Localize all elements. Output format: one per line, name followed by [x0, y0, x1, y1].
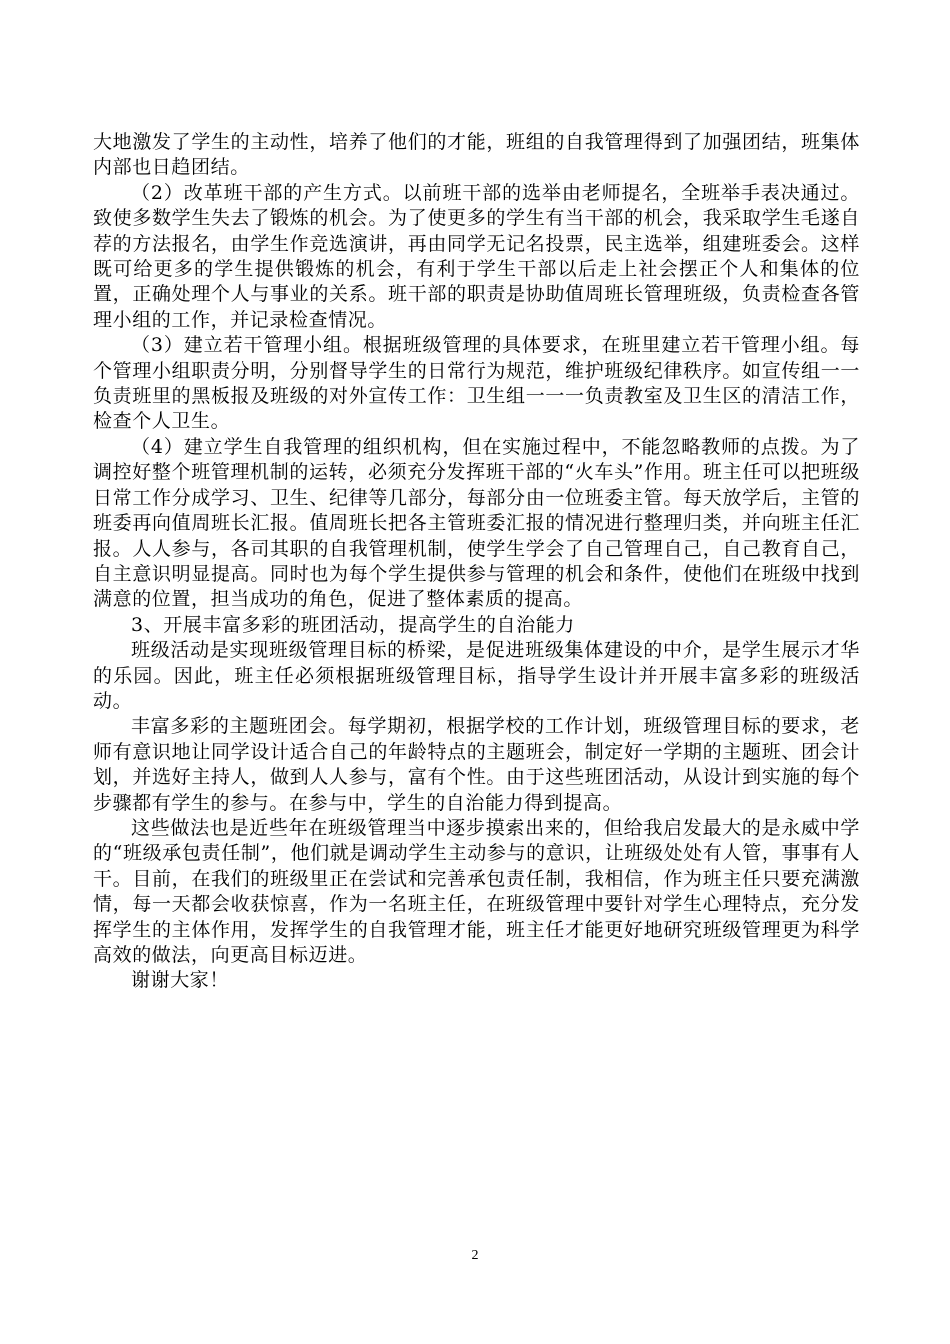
paragraph: 班级活动是实现班级管理目标的桥梁，是促进班级集体建设的中介，是学生展示才华的乐园。因此，班主任必须根据班级管理目标，指导学生设计并开展丰富多彩的班级活动。: [93, 639, 860, 712]
paragraph: 丰富多彩的主题班团会。每学期初，根据学校的工作计划，班级管理目标的要求，老师有意识地让同学设计适合自己的年龄特点的主题班会，制定好一学期的主题班、团会计划，并选好主持人，做到人人参与，富有个性。由于这些班团活动，从设计到实施的每个步骤都有学生的参与。在参与中，学生的自治能力得到提高。: [93, 715, 860, 814]
paragraph: （3）建立若干管理小组。根据班级管理的具体要求，在班里建立若干管理小组。每个管理小组职责分明，分别督导学生的日常行为规范，维护班级纪律秩序。如宣传组一一负责班里的黑板报及班级的对外宣传工作：卫生组一一一负责教室及卫生区的清洁工作，检查个人卫生。: [93, 334, 860, 433]
paragraph: 大地激发了学生的主动性，培养了他们的才能，班组的自我管理得到了加强团结，班集体内部也日趋团结。: [93, 131, 860, 179]
paragraph: 这些做法也是近些年在班级管理当中逐步摸索出来的，但给我启发最大的是永威中学的“班级承包责任制”，他们就是调动学生主动参与的意识，让班级处处有人管，事事有人干。目前，在我们的班级里正在尝试和完善承包责任制，我相信，作为班主任只要充满激情，每一天都会收获惊喜，作为一名班主任，在班级管理中要针对学生心理特点，充分发挥学生的主体作用，发挥学生的自我管理才能，班主任才能更好地研究班级管理更为科学高效的做法，向更高目标迈进。: [93, 816, 860, 966]
section-heading: 3、开展丰富多彩的班团活动，提高学生的自治能力: [131, 613, 575, 636]
page-number: 2: [471, 1248, 479, 1263]
paragraph: （4）建立学生自我管理的组织机构，但在实施过程中，不能忽略教师的点拨。为了调控好整个班管理机制的运转，必须充分发挥班干部的“火车头”作用。班主任可以把班级日常工作分成学习、卫生、纪律等几部分，每部分由一位班委主管。每天放学后，主管的班委再向值周班长汇报。值周班长把各主管班委汇报的情况进行整理归类，并向班主任汇报。人人参与，各司其职的自我管理机制，使学生学会了自己管理自己，自己教育自己，自主意识明显提高。同时也为每个学生提供参与管理的机会和条件，使他们在班级中找到满意的位置，担当成功的角色，促进了整体素质的提高。: [93, 435, 860, 611]
closing-line: 谢谢大家！: [131, 969, 230, 992]
paragraph: （2）改革班干部的产生方式。以前班干部的选举由老师提名，全班举手表决通过。致使多数学生失去了锻炼的机会。为了使更多的学生有当干部的机会，我采取学生毛遂自荐的方法报名，由学生作竞选演讲，再由同学无记名投票，民主选举，组建班委会。这样既可给更多的学生提供锻炼的机会，有利于学生干部以后走上社会摆正个人和集体的位置，正确处理个人与事业的关系。班干部的职责是协助值周班长管理班级，负责检查各管理小组的工作，并记录检查情况。: [93, 181, 860, 331]
document-body: [93, 130, 860, 994]
